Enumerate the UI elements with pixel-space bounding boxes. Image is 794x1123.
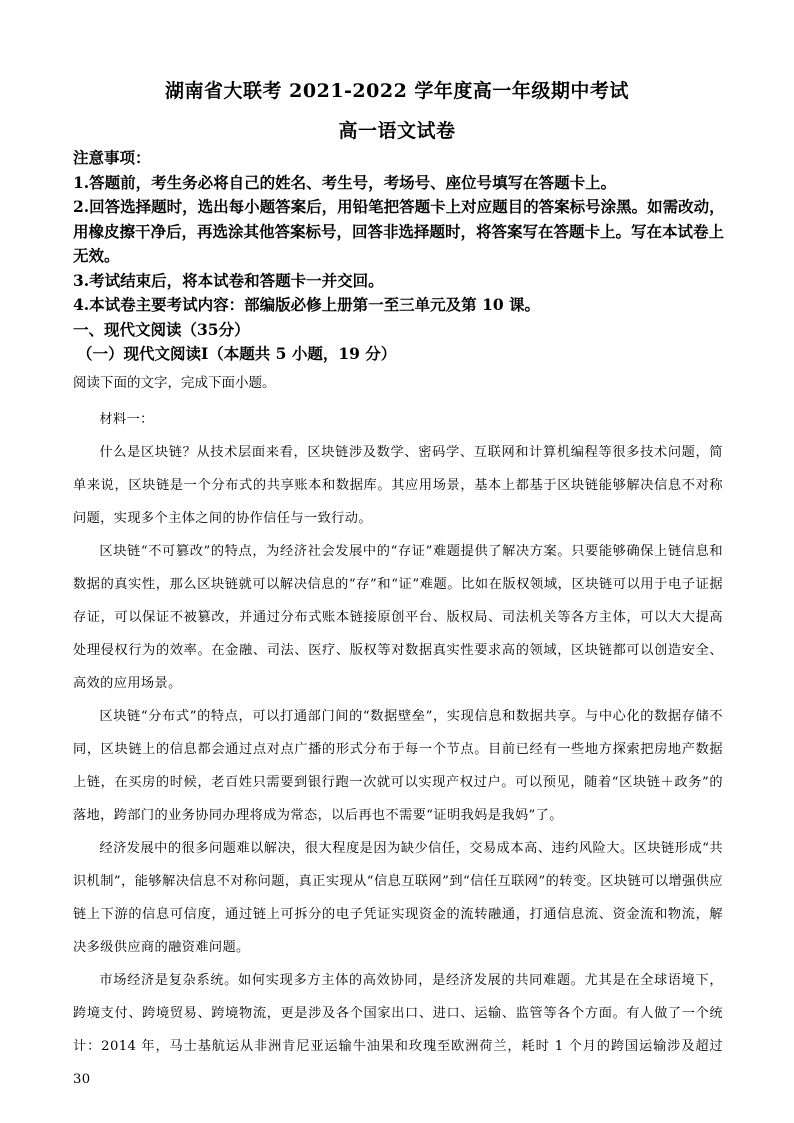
- subsection-heading: （一）现代文阅读Ⅰ（本题共 5 小题，19 分）: [77, 344, 397, 363]
- notes-block: [73, 146, 733, 367]
- note-item-2: 2.回答选择题时，选出每小题答案后，用铅笔把答题卡上对应题目的答案标号涂黑。如需改动，用橡皮擦干净后，再选涂其他答案标号，回答非选择题时，将答案写在答题卡上。写在本试卷上无效。: [73, 197, 725, 265]
- material-paragraph-4: 经济发展中的很多问题难以解决，很大程度是因为缺少信任，交易成本高、违约风险大。区块链形成“共识机制”，能够解决信息不对称问题，真正实现从“信息互联网”到“信任互联网”的转变。区块链可以增强供应链上下游的信息可信度，通过链上可拆分的电子凭证实现资金的流转融通，打通信息流、资金流和物流，解决多级供应商的融资难问题。: [73, 841, 723, 955]
- material-text: [73, 403, 723, 1096]
- material-paragraph-5: 市场经济是复杂系统。如何实现多方主体的高效协同，是经济发展的共同难题。尤其是在全球语境下，跨境支付、跨境贸易、跨境物流，更是涉及各个国家出口、进口、运输、监管等各个方面。有人做了一个统计：2014 年，马士基航运从非洲肯尼亚运输牛油果和玫瑰至欧洲荷兰，耗时 1 个月的跨国运输涉及超过 30: [73, 973, 723, 1087]
- exam-title: 湖南省大联考 2021-2022 学年度高一年级期中考试: [165, 80, 629, 102]
- reading-instruction: 阅读下面的文字，完成下面小题。: [73, 375, 276, 391]
- note-item-3: 3.考试结束后，将本试卷和答题卡一并交回。: [73, 270, 384, 290]
- notes-heading: 注意事项：: [73, 148, 151, 167]
- exam-subtitle: 高一语文试卷: [338, 120, 456, 142]
- section-heading: 一、现代文阅读（35分）: [73, 319, 250, 339]
- material-paragraph-3: 区块链“分布式”的特点，可以打通部门间的“数据壁垒”，实现信息和数据共享。与中心化的数据存储不同，区块链上的信息都会通过点对点广播的形式分布于每一个节点。目前已经有一些地方探索把房地产数据上链，在买房的时候，老百姓只需要到银行跑一次就可以实现产权过户。可以预见，随着“区块链＋政务”的落地，跨部门的业务协同办理将成为常态，以后再也不需要“证明我妈是我妈”了。: [73, 709, 723, 823]
- note-item-4: 4.本试卷主要考试内容：部编版必修上册第一至三单元及第 10 课。: [73, 295, 541, 314]
- note-item-1: 1.答题前，考生务必将自己的姓名、考生号，考场号、座位号填写在答题卡上。: [73, 172, 617, 192]
- material-label: 材料一：: [99, 412, 154, 427]
- material-paragraph-2: 区块链“不可篡改”的特点，为经济社会发展中的“存证”难题提供了解决方案。只要能够确保上链信息和数据的真实性，那么区块链就可以解决信息的“存”和“证”难题。比如在版权领域，区块链可以用于电子证据存证，可以保证不被篡改，并通过分布式账本链接原创平台、版权局、司法机关等各方主体，可以大大提高处理侵权行为的效率。在金融、司法、医疗、版权等对数据真实性要求高的领域，区块链都可以创造安全、高效的应用场景。: [73, 544, 723, 691]
- material-paragraph-1: 什么是区块链？从技术层面来看，区块链涉及数学、密码学、互联网和计算机编程等很多技术问题，简单来说，区块链是一个分布式的共享账本和数据库。其应用场景，基本上都基于区块链能够解决信息不对称问题，实现多个主体之间的协作信任与一致行动。: [73, 445, 723, 526]
